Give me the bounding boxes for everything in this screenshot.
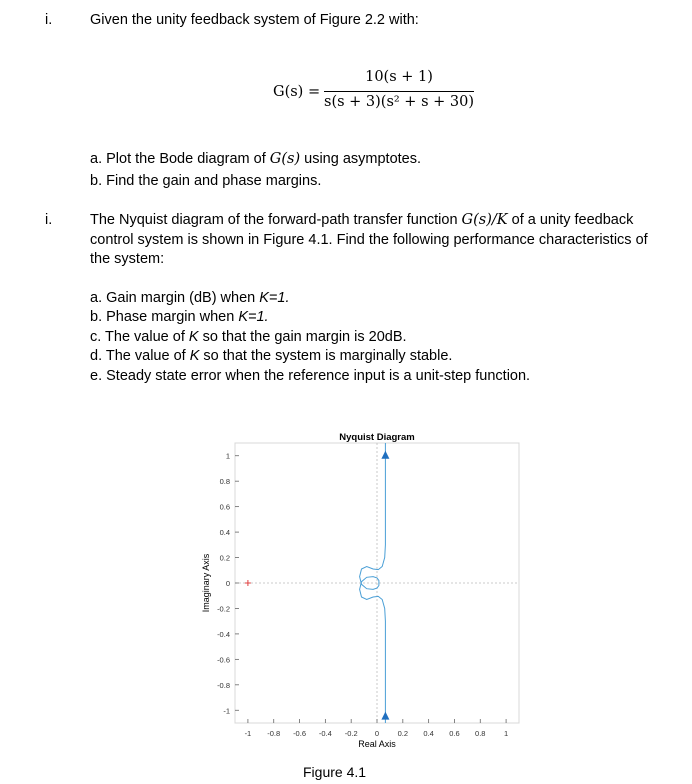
x-tick-label: -1 (244, 729, 252, 738)
x-tick-label: 0.2 (397, 729, 409, 738)
problem1-item-b: b. Find the gain and phase margins. (90, 173, 322, 189)
x-axis-label: Real Axis (358, 739, 396, 749)
problem2-item-e: e. Steady state error when the reference input is a unit-step function. (90, 368, 531, 384)
x-tick-label: -0.6 (293, 729, 307, 738)
problem1-marker: i. (45, 12, 53, 28)
problem2-item-b: b. Phase margin when K=1. (90, 309, 269, 325)
y-tick-label: -1 (223, 706, 230, 716)
x-tick-label: 0 (374, 729, 380, 738)
y-tick-label: -0.4 (217, 629, 230, 639)
problem1-intro: Given the unity feedback system of Figure 2.2 with: (90, 12, 419, 28)
y-tick-label: -0.6 (217, 655, 230, 665)
problem2-intro-line3: the system: (90, 251, 165, 267)
problem2-item-a: a. Gain margin (dB) when K=1. (90, 290, 290, 306)
problem1-item-a: a. Plot the Bode diagram of G(s) using asymptotes. (90, 151, 422, 167)
y-tick-label: 0.6 (219, 502, 230, 512)
y-tick-label: 0.8 (219, 477, 230, 487)
problem2-intro-line1: The Nyquist diagram of the forward-path transfer function G(s)/K of a unity feedback (90, 212, 634, 228)
x-tick-label: -0.8 (267, 729, 281, 738)
problem2-marker: i. (45, 212, 53, 228)
equation-lhs: G(s) = (273, 84, 321, 100)
nyquist-chart (195, 425, 535, 755)
fraction-bar (324, 91, 474, 92)
x-tick-label: 0.4 (423, 729, 434, 738)
x-tick-label: 0.6 (449, 729, 460, 738)
y-tick-label: -0.2 (217, 604, 230, 614)
problem2-item-c: c. The value of K so that the gain margin is 20dB. (90, 329, 407, 345)
figure-caption: Figure 4.1 (303, 764, 367, 780)
x-tick-label: 0.8 (475, 729, 486, 738)
problem2-intro-line2: control system is shown in Figure 4.1. Find the following performance characteristics of (90, 232, 648, 248)
y-axis-label: Imaginary Axis (201, 553, 211, 613)
equation-numerator: 10(s + 1) (365, 69, 433, 85)
problem2-item-d: d. The value of K so that the system is marginally stable. (90, 348, 453, 364)
y-tick-label: 1 (225, 451, 230, 461)
chart-title: Nyquist Diagram (339, 432, 415, 443)
y-tick-label: 0.2 (219, 553, 230, 563)
x-tick-label: 1 (504, 729, 509, 738)
x-tick-label: -0.2 (344, 729, 358, 738)
y-tick-label: 0.4 (219, 528, 230, 538)
x-tick-label: -0.4 (318, 729, 332, 738)
y-tick-label: 0 (225, 579, 230, 588)
equation-denominator: s(s + 3)(s² + s + 30) (324, 94, 474, 110)
y-tick-label: -0.8 (217, 680, 230, 690)
